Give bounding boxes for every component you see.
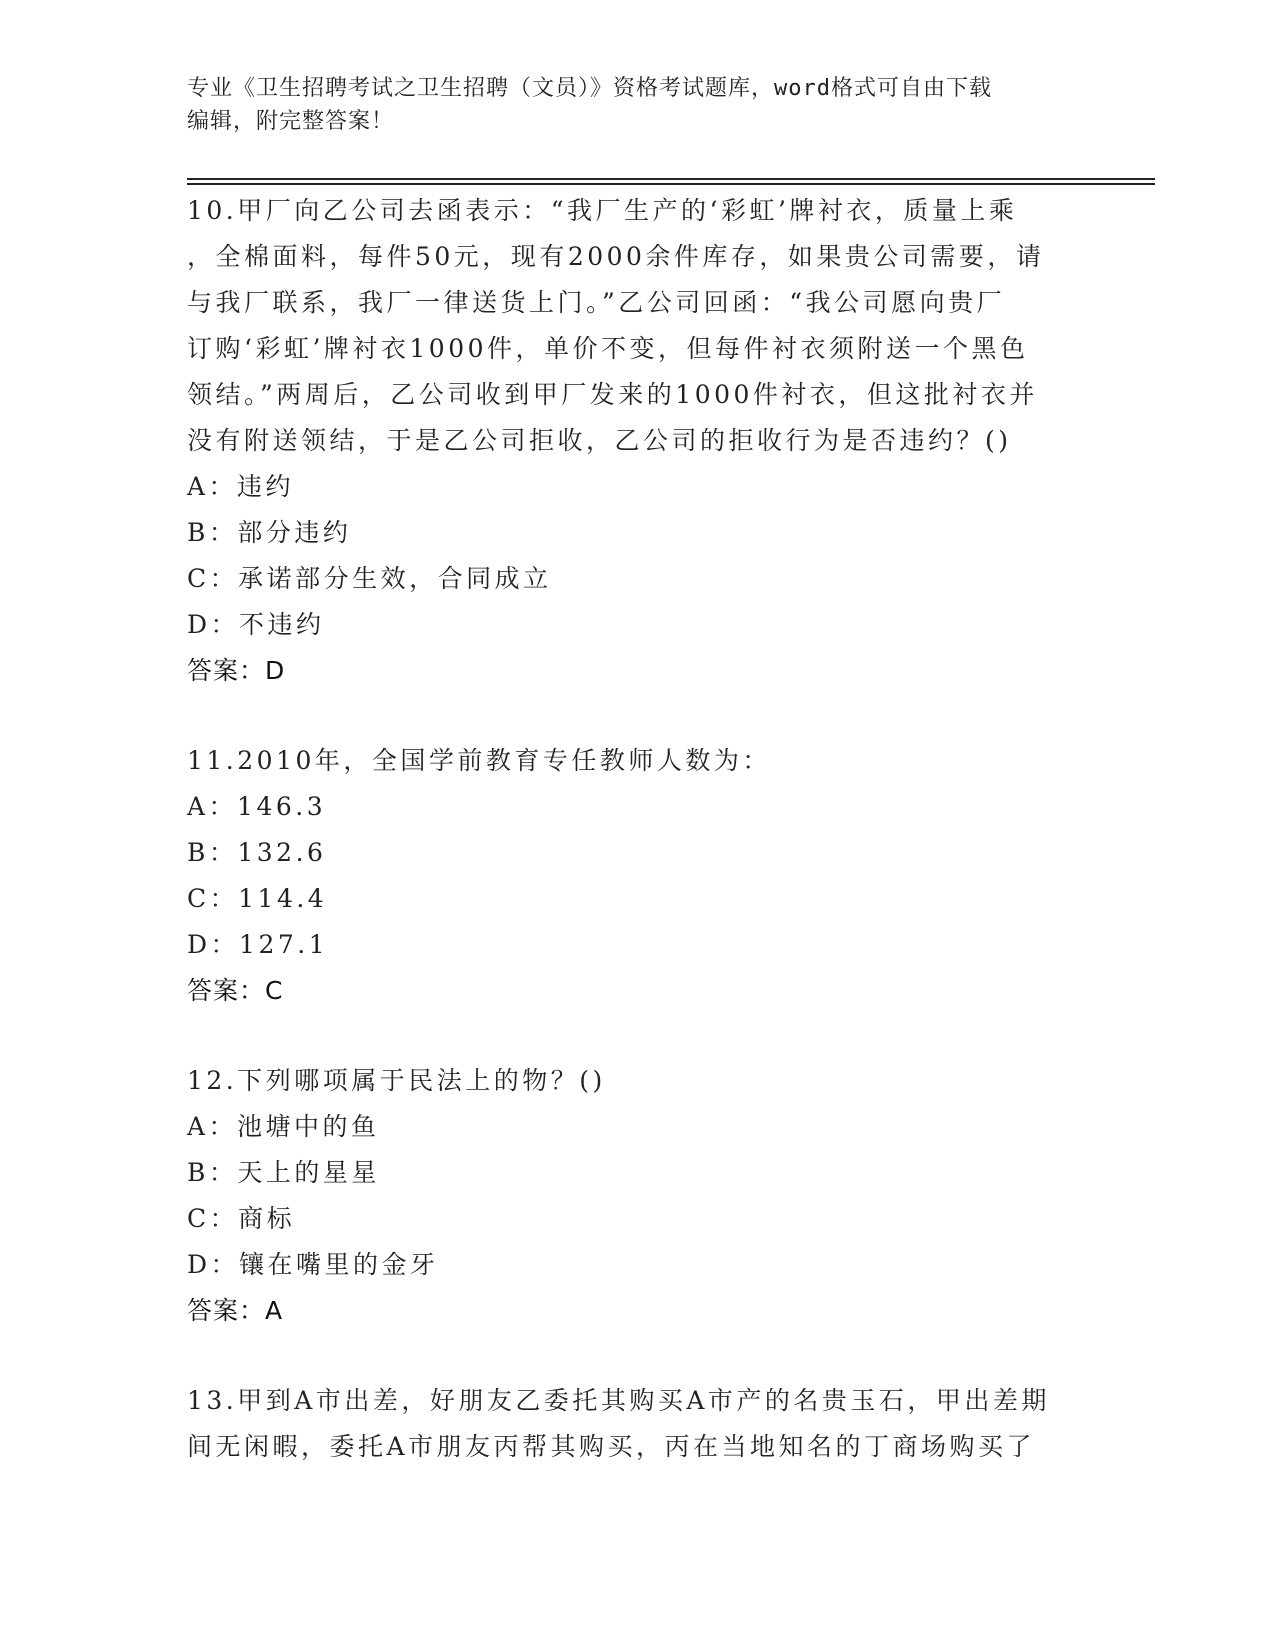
document-header	[187, 72, 1087, 138]
header-line-2: 编辑，附完整答案！	[187, 109, 395, 134]
question-11	[187, 738, 1087, 1014]
question-13	[187, 1378, 1087, 1470]
answer-label: 答案：C	[187, 976, 284, 1005]
question-text-line: 12.下列哪项属于民法上的物？()	[187, 1066, 606, 1095]
option-d: D：127.1	[187, 930, 329, 959]
question-text-line: 间无闲暇，委托A市朋友丙帮其购买，丙在当地知名的丁商场购买了	[187, 1432, 1036, 1461]
question-text-line: 没有附送领结，于是乙公司拒收，乙公司的拒收行为是否违约？()	[187, 426, 1012, 455]
question-text-line: 与我厂联系，我厂一律送货上门。”乙公司回函：“我公司愿向贵厂	[187, 288, 1006, 317]
option-d: D：镶在嘴里的金牙	[187, 1250, 439, 1279]
option-a: A：违约	[187, 472, 295, 501]
option-a: A：池塘中的鱼	[187, 1112, 380, 1141]
question-text-line: ，全棉面料，每件50元，现有2000余件库存，如果贵公司需要，请	[187, 242, 1045, 271]
question-text-line: 领结。”两周后，乙公司收到甲厂发来的1000件衬衣，但这批衬衣并	[187, 380, 1038, 409]
option-a: A：146.3	[187, 792, 327, 821]
question-10	[187, 188, 1087, 694]
option-b: B：132.6	[187, 838, 327, 867]
question-spacer	[187, 694, 1087, 738]
question-list	[187, 188, 1087, 1470]
question-text-line: 10.甲厂向乙公司去函表示：“我厂生产的‘彩虹’牌衬衣，质量上乘	[187, 196, 1018, 225]
header-divider-top	[187, 178, 1155, 180]
option-c: C：114.4	[187, 884, 328, 913]
question-spacer	[187, 1334, 1087, 1378]
option-d: D：不违约	[187, 610, 325, 639]
question-text-line: 订购‘彩虹’牌衬衣1000件，单价不变，但每件衬衣须附送一个黑色	[187, 334, 1029, 363]
option-c: C：商标	[187, 1204, 296, 1233]
question-12	[187, 1058, 1087, 1334]
option-b: B：天上的星星	[187, 1158, 380, 1187]
option-b: B：部分违约	[187, 518, 352, 547]
question-text-line: 13.甲到A市出差，好朋友乙委托其购买A市产的名贵玉石，甲出差期	[187, 1386, 1050, 1415]
question-text-line: 11.2010年，全国学前教育专任教师人数为：	[187, 746, 771, 775]
header-divider-bottom	[187, 183, 1155, 185]
answer-label: 答案：D	[187, 656, 286, 685]
option-c: C：承诺部分生效，合同成立	[187, 564, 552, 593]
header-line-1: 专业《卫生招聘考试之卫生招聘（文员）》资格考试题库，word格式可自由下载	[187, 76, 992, 101]
question-spacer	[187, 1014, 1087, 1058]
answer-label: 答案：A	[187, 1296, 284, 1325]
